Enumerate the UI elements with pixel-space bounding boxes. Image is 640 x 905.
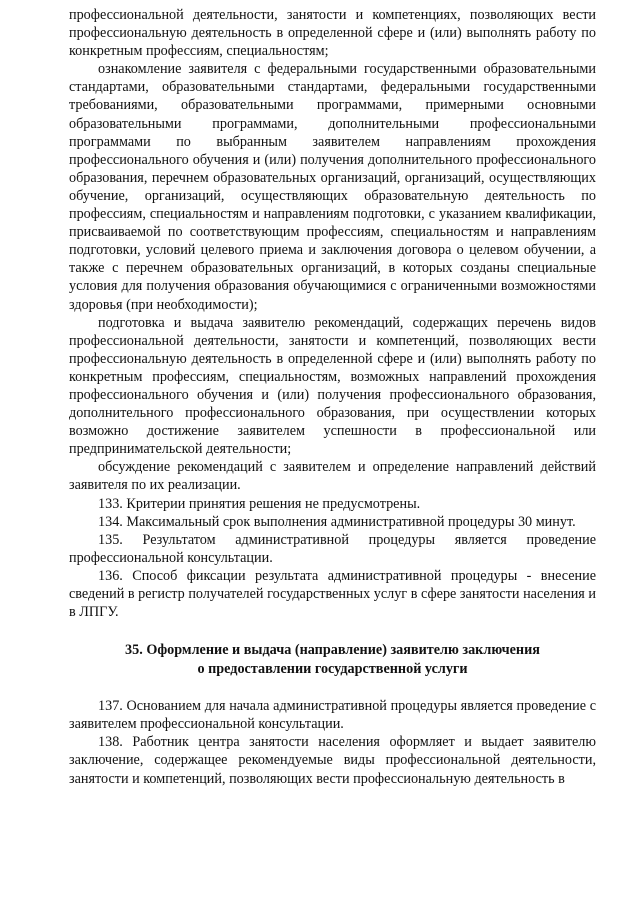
- paragraph-133: 133. Критерии принятия решения не предусмотрены.: [98, 495, 421, 512]
- paragraph-135: 135. Результатом административной процедуры является проведение профессиональной консультации.: [69, 531, 596, 566]
- spacer: [69, 679, 596, 697]
- paragraph-discussion: обсуждение рекомендаций с заявителем и определение направлений действий заявителя по их реализации.: [69, 459, 596, 494]
- spacer: [69, 621, 596, 641]
- paragraph-137: 137. Основанием для начала административной процедуры является проведение с заявителем профессиональной консультации.: [69, 698, 596, 733]
- section-heading-line-1: 35. Оформление и выдача (направление) заявителю заключения: [125, 642, 540, 659]
- section-heading-line-2: о предоставлении государственной услуги: [197, 661, 468, 678]
- section-heading-35: [69, 641, 596, 679]
- paragraph-134: 134. Максимальный срок выполнения административной процедуры 30 минут.: [98, 513, 576, 530]
- paragraph-continuation: профессиональной деятельности, занятости и компетенциях, позволяющих вести профессиональную деятельность в определенной сфере и (или) выполнять работу по конкретным профессиям, специальностям;: [69, 7, 596, 60]
- paragraph-recommendations: подготовка и выдача заявителю рекомендаций, содержащих перечень видов профессиональной деятельности, занятости и компетенций, позволяющих вести профессиональную деятельность в определенной сфере и (или) выполнять работу по конкретным профессиям, специальностям, возможных направлений прохождения профессионального обучения и (или) получения профессионального образования, дополнительного профессионального образования, при осуществлении которых возможно достижение заявителем успешности в профессиональной или предпринимательской деятельности;: [69, 314, 596, 458]
- paragraph-familiarization: ознакомление заявителя с федеральными государственными образовательными стандартами, образовательными стандартами, федеральными государственными требованиями, образовательными программами, примерными основными образовательными программами, дополнительными профессиональными программами по выбранным заявителем направлениям прохождения профессионального обучения и (или) получения дополнительного профессионального образования, перечнем образовательных организаций, организаций, осуществляющих обучение, организаций, осуществляющих образовательную деятельность по профессиям, специальностям и направлениям подготовки, с указанием квалификации, присваиваемой по соответствующим профессиям, специальностям и направлениям подготовки, условий целевого приема и заключения договора о целевом обучении, а также с перечнем образовательных организаций, в которых созданы специальные условия для получения образования обучающимися с ограниченными возможностями здоровья (при необходимости);: [69, 61, 596, 313]
- paragraph-138: 138. Работник центра занятости населения оформляет и выдает заявителю заключение, содержащее рекомендуемые виды профессиональной деятельности, занятости и компетенций, позволяющих вести профессиональную деятельность в: [69, 734, 596, 787]
- paragraph-136: 136. Способ фиксации результата административной процедуры - внесение сведений в регистр получателей государственных услуг в сфере занятости населения и в ЛПГУ.: [69, 567, 596, 621]
- document-page: [69, 6, 596, 788]
